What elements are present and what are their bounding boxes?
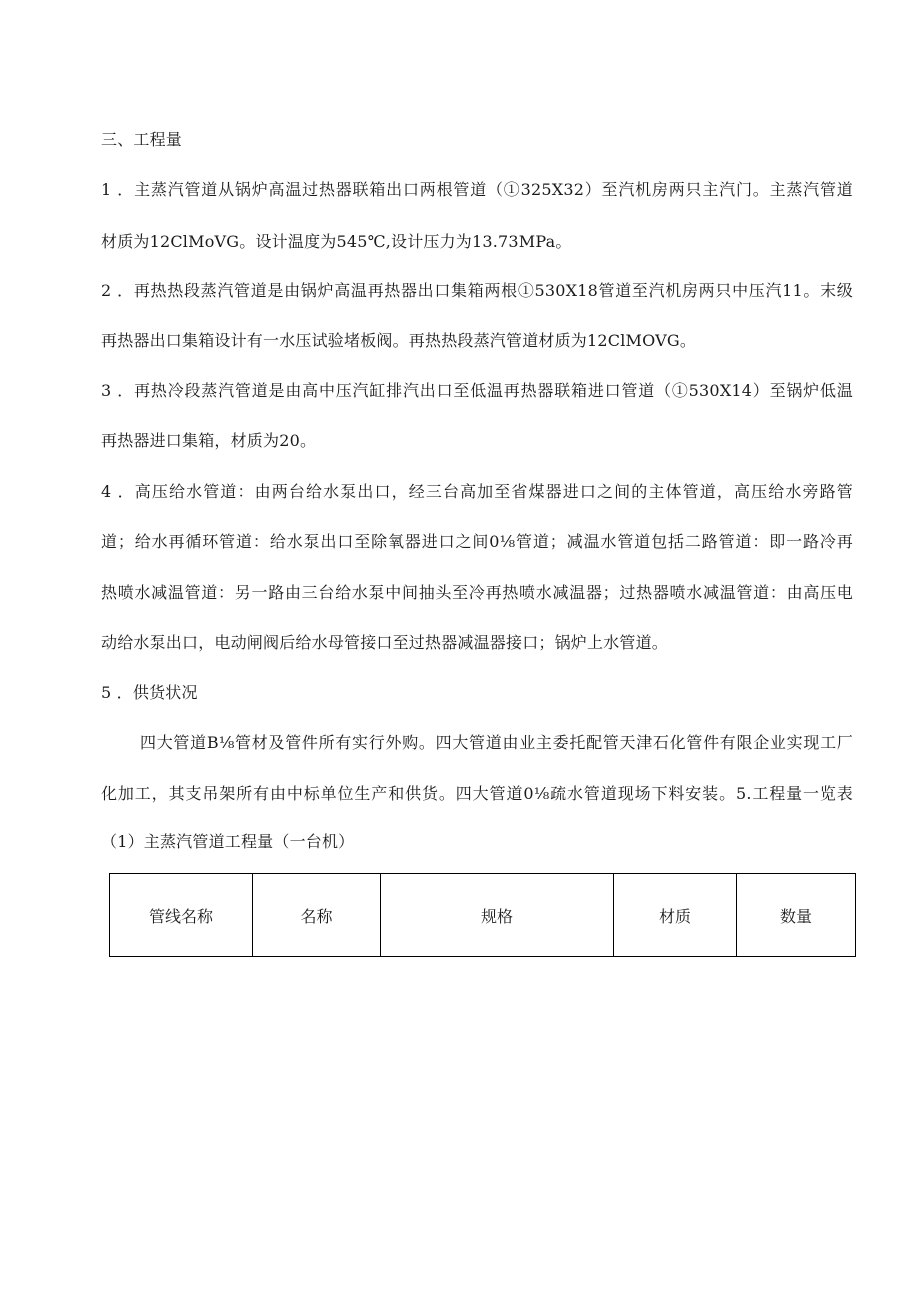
paragraph-1-line-2: 材质为12ClMoVG。设计温度为545℃,设计压力为13.73MPa。: [101, 232, 572, 251]
paragraph-2-line-1: 2 ．再热热段蒸汽管道是由锅炉高温再热器出口集箱两根①530X18管道至汽机房两只中压汽11。末级: [101, 281, 853, 300]
quantity-table: [109, 873, 856, 957]
paragraph-3-line-1: 3 ．再热冷段蒸汽管道是由高中压汽缸排汽出口至低温再热器联箱进口管道（①530X14）至锅炉低温: [101, 381, 853, 400]
paragraph-5-heading: 5 ．供货状况: [101, 683, 198, 702]
header-name: 名称: [253, 874, 381, 957]
section-heading: 三、工程量: [101, 130, 183, 149]
table-header-row: [110, 874, 856, 957]
paragraph-4-line-4: 动给水泵出口，电动闸阀后给水母管接口至过热器减温器接口；锅炉上水管道。: [101, 633, 669, 652]
header-pipeline-name: 管线名称: [110, 874, 253, 957]
header-material: 材质: [614, 874, 737, 957]
paragraph-4-line-3: 热喷水减温管道：另一路由三台给水泵中间抽头至冷再热喷水减温器；过热器喷水减温管道：由高压电: [101, 583, 853, 602]
paragraph-3-line-2: 再热器进口集箱，材质为20。: [101, 431, 317, 450]
header-quantity: 数量: [737, 874, 856, 957]
paragraph-5-line-1: 四大管道B⅛管材及管件所有实行外购。四大管道由业主委托配管天津石化管件有限企业实现工厂: [140, 733, 853, 752]
paragraph-5-line-2: 化加工，其支吊架所有由中标单位生产和供货。四大管道0⅛疏水管道现场下料安装。5.工程量一览表: [101, 784, 853, 803]
paragraph-1-line-1: 1 ．主蒸汽管道从锅炉高温过热器联箱出口两根管道（①325X32）至汽机房两只主汽门。主蒸汽管道: [101, 180, 853, 199]
paragraph-2-line-2: 再热器出口集箱设计有一水压试验堵板阀。再热热段蒸汽管道材质为12ClMOVG。: [101, 331, 697, 350]
paragraph-4-line-1: 4 ．高压给水管道：由两台给水泵出口，经三台高加至省煤器进口之间的主体管道，高压给水旁路管: [101, 482, 853, 501]
header-specification: 规格: [381, 874, 614, 957]
table-caption: （1）主蒸汽管道工程量（一台机）: [101, 832, 355, 851]
paragraph-4-line-2: 道；给水再循环管道：给水泵出口至除氧器进口之间0⅛管道；减温水管道包括二路管道：即一路冷再: [101, 532, 853, 551]
